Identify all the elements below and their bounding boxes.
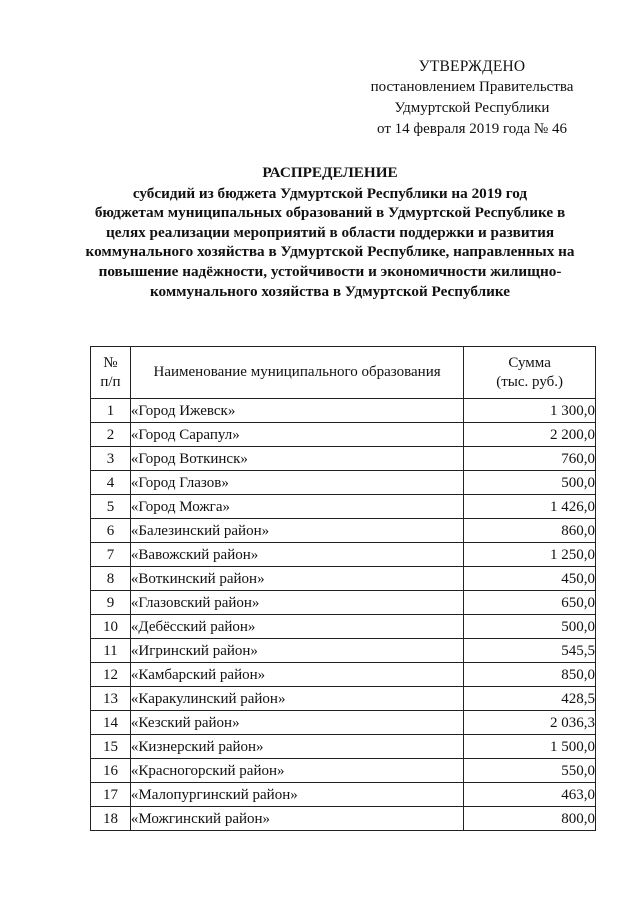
row-municipality: «Город Можга»: [130, 495, 463, 519]
row-number: 17: [91, 783, 131, 807]
row-municipality: «Город Сарапул»: [130, 423, 463, 447]
row-number: 14: [91, 711, 131, 735]
table-row: [91, 783, 596, 807]
row-amount: 1 300,0: [464, 399, 596, 423]
row-municipality: «Дебёсский район»: [130, 615, 463, 639]
row-number: 7: [91, 543, 131, 567]
table-row: [91, 543, 596, 567]
table-row: [91, 711, 596, 735]
row-amount: 500,0: [464, 471, 596, 495]
row-municipality: «Можгинский район»: [130, 807, 463, 831]
table-row: [91, 447, 596, 471]
table-row: [91, 759, 596, 783]
title-line: бюджетам муниципальных образований в Удмуртской Республике в: [94, 204, 566, 222]
row-municipality: «Каракулинский район»: [130, 687, 463, 711]
approval-stamp: [362, 56, 582, 140]
table-row: [91, 591, 596, 615]
title-line: коммунального хозяйства в Удмуртской Республике, направленных на: [85, 243, 575, 261]
row-municipality: «Кизнерский район»: [130, 735, 463, 759]
row-municipality: «Воткинский район»: [130, 567, 463, 591]
document-title: [60, 163, 600, 301]
row-amount: 2 200,0: [464, 423, 596, 447]
title-line: повышение надёжности, устойчивости и экономичности жилищно-: [98, 262, 562, 280]
table-row: [91, 663, 596, 687]
table-row: [91, 639, 596, 663]
title-line: субсидий из бюджета Удмуртской Республики на 2019 год: [132, 184, 528, 202]
row-municipality: «Игринский район»: [130, 639, 463, 663]
title-heading: РАСПРЕДЕЛЕНИЕ: [262, 164, 398, 181]
row-number: 8: [91, 567, 131, 591]
row-number: 18: [91, 807, 131, 831]
approval-heading: УТВЕРЖДЕНО: [418, 58, 526, 75]
row-number: 2: [91, 423, 131, 447]
table-row: [91, 735, 596, 759]
row-amount: 650,0: [464, 591, 596, 615]
title-line: целях реализации мероприятий в области поддержки и развития: [105, 223, 555, 241]
row-number: 4: [91, 471, 131, 495]
row-municipality: «Красногорский район»: [130, 759, 463, 783]
row-amount: 450,0: [464, 567, 596, 591]
table-row: [91, 519, 596, 543]
table-row: [91, 423, 596, 447]
table-row: [91, 471, 596, 495]
approval-line: Удмуртской Республики: [394, 100, 550, 116]
table-row: [91, 687, 596, 711]
row-amount: 2 036,3: [464, 711, 596, 735]
row-amount: 545,5: [464, 639, 596, 663]
row-municipality: «Город Ижевск»: [130, 399, 463, 423]
title-line: коммунального хозяйства в Удмуртской Республике: [149, 282, 510, 300]
row-municipality: «Город Воткинск»: [130, 447, 463, 471]
row-number: 13: [91, 687, 131, 711]
row-municipality: «Кезский район»: [130, 711, 463, 735]
table-row: [91, 615, 596, 639]
row-amount: 860,0: [464, 519, 596, 543]
row-number: 6: [91, 519, 131, 543]
table-row: [91, 495, 596, 519]
row-number: 10: [91, 615, 131, 639]
row-municipality: «Глазовский район»: [130, 591, 463, 615]
header-name: Наименование муниципального образования: [130, 347, 463, 399]
table-header-row: [91, 347, 596, 399]
row-number: 9: [91, 591, 131, 615]
row-number: 1: [91, 399, 131, 423]
header-sum: Сумма (тыс. руб.): [464, 347, 596, 399]
row-number: 15: [91, 735, 131, 759]
distribution-table: [90, 346, 596, 831]
row-municipality: «Камбарский район»: [130, 663, 463, 687]
row-number: 16: [91, 759, 131, 783]
header-number: № п/п: [91, 347, 131, 399]
row-number: 12: [91, 663, 131, 687]
row-amount: 500,0: [464, 615, 596, 639]
row-amount: 550,0: [464, 759, 596, 783]
row-municipality: «Вавожский район»: [130, 543, 463, 567]
row-amount: 800,0: [464, 807, 596, 831]
table-row: [91, 567, 596, 591]
approval-date-line: от 14 февраля 2019 года № 46: [377, 121, 567, 137]
table-row: [91, 399, 596, 423]
row-amount: 1 426,0: [464, 495, 596, 519]
row-amount: 1 250,0: [464, 543, 596, 567]
row-municipality: «Балезинский район»: [130, 519, 463, 543]
row-amount: 760,0: [464, 447, 596, 471]
row-municipality: «Город Глазов»: [130, 471, 463, 495]
row-amount: 1 500,0: [464, 735, 596, 759]
row-number: 5: [91, 495, 131, 519]
row-amount: 463,0: [464, 783, 596, 807]
row-number: 3: [91, 447, 131, 471]
table-row: [91, 807, 596, 831]
row-municipality: «Малопургинский район»: [130, 783, 463, 807]
row-amount: 428,5: [464, 687, 596, 711]
row-number: 11: [91, 639, 131, 663]
approval-line: постановлением Правительства: [370, 79, 574, 95]
row-amount: 850,0: [464, 663, 596, 687]
